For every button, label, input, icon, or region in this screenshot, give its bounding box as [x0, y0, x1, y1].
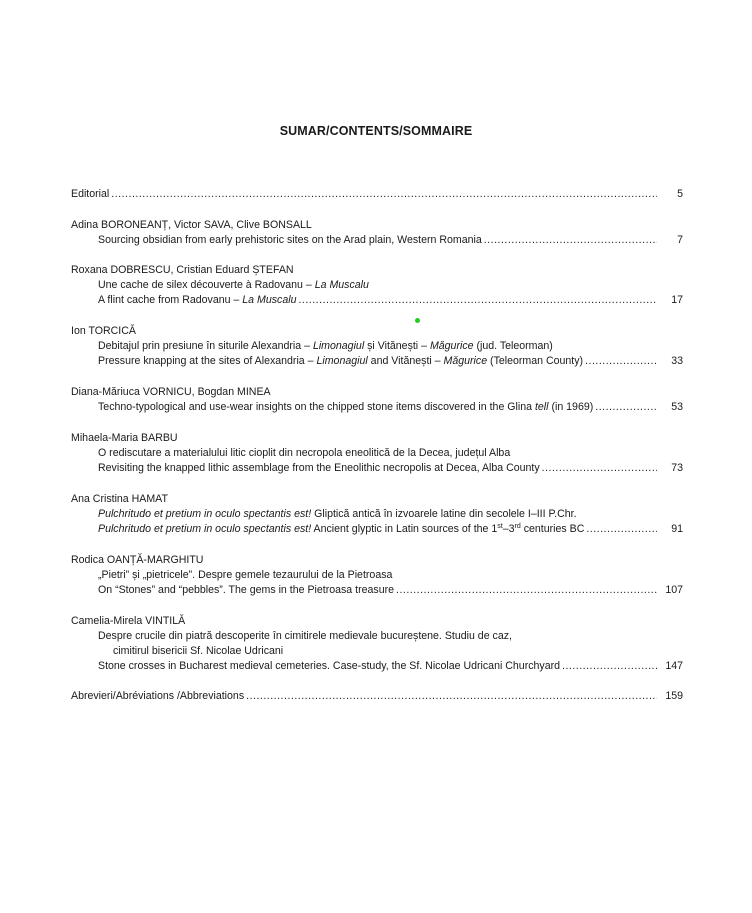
- page-title: SUMAR/CONTENTS/SOMMAIRE: [279, 124, 473, 138]
- leader-dots: [484, 233, 657, 248]
- cursor-dot: [415, 318, 420, 323]
- entry-authors: Roxana DOBRESCU, Cristian Eduard ȘTEFAN: [71, 264, 294, 276]
- entry-authors: Adina BORONEANȚ, Victor SAVA, Clive BONSALL: [71, 219, 312, 231]
- leader-dots: [111, 187, 657, 202]
- toc-entry[interactable]: [71, 553, 683, 598]
- toc-entry[interactable]: [71, 492, 683, 537]
- page-number: 91: [671, 523, 683, 535]
- toc-entry[interactable]: [71, 385, 683, 415]
- entry-authors: Diana-Măriuca VORNICU, Bogdan MINEA: [71, 386, 271, 398]
- page-number: 159: [665, 690, 683, 702]
- toc-entry[interactable]: [71, 431, 683, 476]
- entry-title: Sourcing obsidian from early prehistoric sites on the Arad plain, Western Romania: [98, 234, 482, 246]
- leader-dots: [396, 583, 657, 598]
- leader-dots: [562, 659, 657, 674]
- page-number: 73: [671, 462, 683, 474]
- entry-title: Stone crosses in Bucharest medieval cemeteries. Case-study, the Sf. Nicolae Udricani Churchyard: [98, 660, 561, 672]
- abbreviations-label: Abrevieri/Abréviations /Abbreviations: [71, 690, 245, 702]
- page-number: 17: [671, 294, 683, 306]
- page-number: 147: [665, 660, 683, 672]
- page-number: 7: [677, 234, 683, 246]
- entry-title: Revisiting the knapped lithic assemblage from the Eneolithic necropolis at Decea, Alba County: [98, 462, 540, 474]
- page-number: 5: [677, 188, 683, 200]
- entry-title: On “Stones” and “pebbles”. The gems in the Pietroasa treasure: [98, 584, 394, 596]
- entry-title: Techno-typological and use-wear insights on the chipped stone items discovered in the Glina tell (in 1969): [98, 401, 594, 413]
- page-number: 33: [671, 355, 683, 367]
- leader-dots: [298, 293, 657, 308]
- entry-authors: Rodica OANȚĂ-MARGHITU: [71, 554, 204, 566]
- entry-authors: Ana Cristina HAMAT: [71, 493, 168, 505]
- entry-title: A flint cache from Radovanu – La Muscalu: [98, 294, 297, 306]
- toc-entry[interactable]: [71, 324, 683, 369]
- toc-entry[interactable]: [71, 614, 683, 674]
- entry-authors: Mihaela-Maria BARBU: [71, 432, 178, 444]
- leader-dots: [542, 461, 657, 476]
- toc-abbreviations[interactable]: [71, 689, 683, 704]
- toc-editorial[interactable]: [71, 187, 683, 202]
- entry-title-original: „Pietri” și „pietricele”. Despre gemele tezaurului de la Pietroasa: [98, 569, 393, 581]
- entry-title-original-cont: cimitirul bisericii Sf. Nicolae Udricani: [113, 645, 284, 657]
- leader-dots: [595, 400, 657, 415]
- entry-title: Pressure knapping at the sites of Alexandria – Limonagiul and Vitănești – Măgurice (Teleorman County): [98, 355, 584, 367]
- entry-title-original: Une cache de silex découverte à Radovanu – La Muscalu: [98, 279, 369, 291]
- entry-title: Pulchritudo et pretium in oculo spectantis est! Ancient glyptic in Latin sources of the 1st–3rd centuries BC: [98, 523, 585, 535]
- leader-dots: [246, 689, 657, 704]
- page-number: 53: [671, 401, 683, 413]
- leader-dots: [586, 522, 657, 537]
- entry-title-original: Debitajul prin presiune în siturile Alexandria – Limonagiul și Vitănești – Măgurice (jud. Teleorman): [98, 340, 553, 352]
- entry-title-original: Pulchritudo et pretium in oculo spectantis est! Gliptică antică în izvoarele latine din secolele I–III P.Chr.: [98, 508, 577, 520]
- toc-entry[interactable]: [71, 218, 683, 248]
- entry-title-original: Despre crucile din piatră descoperite în cimitirele medievale bucureștene. Studiu de caz,: [98, 630, 512, 642]
- page-number: 107: [665, 584, 683, 596]
- entry-authors: Camelia-Mirela VINTILĂ: [71, 615, 186, 627]
- entry-title-original: O rediscutare a materialului litic cioplit din necropola eneolitică de la Decea, județul Alba: [98, 447, 511, 459]
- leader-dots: [585, 354, 657, 369]
- editorial-label: Editorial: [71, 188, 110, 200]
- toc-entry[interactable]: [71, 263, 683, 308]
- entry-authors: Ion TORCICĂ: [71, 325, 136, 337]
